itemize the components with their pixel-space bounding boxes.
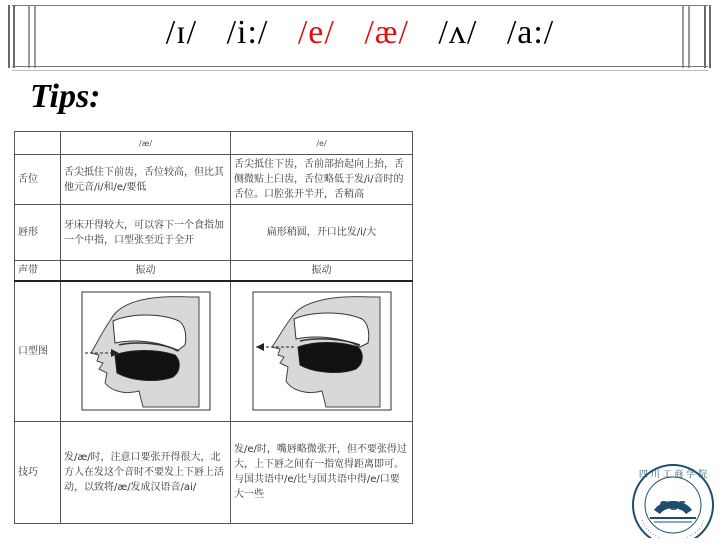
row-label-lips: 唇形 <box>15 205 61 261</box>
svg-text:SGS: SGS <box>659 499 687 513</box>
pronunciation-table <box>14 131 412 524</box>
cell-e-tongue: 舌尖抵住下齿，舌前部抬起向上抬，舌侧微贴上臼齿，舌位略低于发/i/音时的舌位。口腔张开半开，舌稍高 <box>231 155 413 205</box>
title-banner <box>0 0 720 72</box>
symbol-long-a: /a:/ <box>506 14 555 51</box>
row-label-diagram: 口型图 <box>15 281 61 421</box>
mouth-diagram-ae-image <box>81 291 211 411</box>
cell-e-diagram <box>231 281 413 421</box>
table-row <box>15 155 413 205</box>
cell-e-lips: 扁形稍圆，开口比发/i/大 <box>231 205 413 261</box>
header-blank <box>15 132 61 155</box>
phonetic-title <box>0 14 720 52</box>
table-row <box>15 421 413 524</box>
symbol-e: /e/ <box>297 14 335 51</box>
cell-e-technique: 发/e/时，嘴唇略微张开，但不要张得过大，上下唇之间有一指宽得距离即可。与国共语中/e/比与国共语中得/e/口要大一些 <box>231 421 413 524</box>
table-row <box>15 281 413 421</box>
cell-ae-vocal: 振动 <box>61 261 231 282</box>
table-row <box>15 205 413 261</box>
banner-top-line <box>12 5 708 6</box>
row-label-vocal: 声带 <box>15 261 61 282</box>
cell-ae-diagram <box>61 281 231 421</box>
mouth-diagram-e-image <box>252 291 392 411</box>
header-e: /e/ <box>231 132 413 155</box>
cell-ae-lips: 牙床开得较大，可以容下一个食指加一个中指，口型张至近于全开 <box>61 205 231 261</box>
cell-ae-technique: 发/æ/时，注意口要张开得很大，北方人在发这个音时不要发上下唇上活动，以致将/æ/发成汉语音/ai/ <box>61 421 231 524</box>
logo-emblem-icon <box>628 460 718 538</box>
banner-bottom-line-2 <box>12 70 708 71</box>
university-logo <box>628 460 718 538</box>
symbol-short-i: /ɪ/ <box>165 14 198 51</box>
row-label-tongue: 舌位 <box>15 155 61 205</box>
symbol-wedge: /ʌ/ <box>438 14 478 51</box>
symbol-ae: /æ/ <box>364 14 409 51</box>
header-ae: /æ/ <box>61 132 231 155</box>
symbol-long-i: /i:/ <box>226 14 269 51</box>
table-header-row <box>15 132 413 155</box>
svg-text:四 川 工 商 学 院: 四 川 工 商 学 院 <box>638 470 708 480</box>
row-label-technique: 技巧 <box>15 421 61 524</box>
banner-bottom-line <box>12 66 708 67</box>
cell-e-vocal: 振动 <box>231 261 413 282</box>
tips-heading: Tips: <box>30 78 101 115</box>
table-row <box>15 261 413 282</box>
cell-ae-tongue: 舌尖抵住下前齿，舌位较高，但比其他元音/i/和/e/要低 <box>61 155 231 205</box>
